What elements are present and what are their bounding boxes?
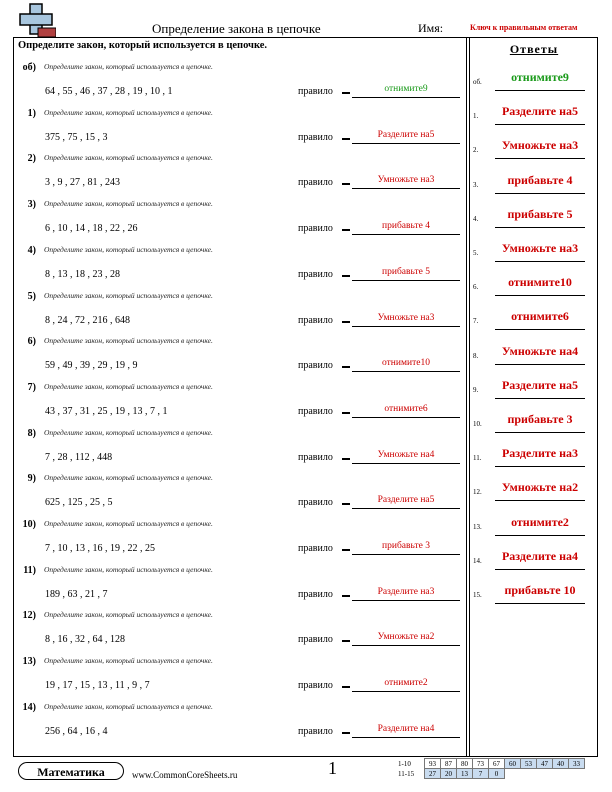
- problem-sequence: 189 , 63 , 21 , 7: [45, 588, 108, 600]
- answer-value: Разделите на3: [495, 446, 585, 467]
- answer-value: Умножьте на4: [495, 344, 585, 365]
- problem-sequence: 7 , 10 , 13 , 16 , 19 , 22 , 25: [45, 543, 155, 554]
- problem-item: [18, 473, 464, 519]
- problem-sequence: 19 , 17 , 15 , 13 , 11 , 9 , 7: [45, 680, 150, 692]
- rule-answer-field[interactable]: Умножьте на2: [352, 632, 460, 646]
- problem-item: [18, 108, 464, 154]
- problem-sequence: 8 , 13 , 18 , 23 , 28: [45, 268, 120, 280]
- score-cell: 87: [441, 759, 457, 769]
- answer-row: [473, 173, 595, 207]
- problem-instruction: Определите закон, который используется в цепочке.: [44, 656, 213, 666]
- answer-value: Разделите на4: [495, 549, 585, 570]
- problem-instruction: Определите закон, который используется в цепочке.: [44, 427, 213, 437]
- answer-row: [473, 241, 595, 275]
- score-cell: 47: [537, 759, 553, 769]
- answer-row: [473, 412, 595, 446]
- rule-answer-field[interactable]: прибавьте 5: [352, 267, 460, 281]
- rule-dash: [342, 138, 350, 140]
- answer-row: [473, 549, 595, 583]
- rule-dash: [342, 640, 350, 642]
- score-cell: 60: [505, 759, 521, 769]
- score-cell: 67: [489, 759, 505, 769]
- rule-dash: [342, 732, 350, 734]
- problem-number: 11): [23, 564, 36, 576]
- problem-instruction: Определите закон, который используется в цепочке.: [44, 62, 213, 71]
- answer-row: [473, 583, 595, 617]
- problem-item: [18, 610, 464, 656]
- problem-instruction: Определите закон, который используется в цепочке.: [44, 107, 213, 117]
- problem-number: 12): [22, 610, 36, 622]
- problem-number: 8): [27, 427, 36, 439]
- answer-value: отнимите6: [495, 309, 585, 330]
- problem-instruction: Определите закон, который используется в цепочке.: [44, 473, 213, 483]
- problem-item: [18, 428, 464, 474]
- answer-row: [473, 480, 595, 514]
- rule-label: правило: [298, 497, 333, 509]
- rule-dash: [342, 412, 350, 414]
- rule-label: правило: [298, 131, 333, 143]
- answer-row: [473, 207, 595, 241]
- rule-label: правило: [298, 223, 333, 235]
- answer-key-label: Ключ к правильным ответам: [470, 23, 578, 32]
- rule-answer-field[interactable]: отнимите2: [352, 678, 460, 692]
- problem-sequence: 7 , 28 , 112 , 448: [45, 451, 113, 463]
- problem-item: [18, 656, 464, 702]
- subject-badge: Математика: [18, 762, 124, 780]
- plus-logo-icon: [16, 3, 56, 37]
- rule-answer-field[interactable]: Умножьте на3: [352, 313, 460, 327]
- rule-dash: [342, 92, 350, 94]
- rule-label: правило: [298, 543, 333, 554]
- answer-number: об.: [473, 78, 482, 86]
- rule-answer-field[interactable]: отнимите6: [352, 404, 460, 418]
- problem-number: 13): [22, 656, 36, 668]
- problem-number: 4): [27, 244, 36, 256]
- problem-item: [18, 382, 464, 428]
- rule-label: правило: [298, 680, 333, 692]
- problem-instruction: Определите закон, который используется в цепочке.: [44, 701, 213, 711]
- problem-number: 2): [27, 153, 36, 165]
- problem-item: [18, 336, 464, 382]
- answer-value: отнимите2: [495, 515, 585, 536]
- problem-number: 9): [27, 473, 36, 485]
- problem-instruction: Определите закон, который используется в цепочке.: [44, 336, 213, 346]
- problem-number: 10): [22, 519, 36, 530]
- answer-row: [473, 378, 595, 412]
- problem-item: [18, 565, 464, 611]
- answer-value: прибавьте 3: [495, 412, 585, 433]
- answer-number: 9.: [473, 385, 479, 394]
- answers-title: Ответы: [509, 42, 559, 56]
- problem-instruction: Определите закон, который используется в цепочке.: [44, 199, 213, 209]
- answer-row: [473, 138, 595, 172]
- score-cell: 0: [489, 769, 505, 779]
- answer-row: [473, 104, 595, 138]
- answer-number: 13.: [473, 522, 482, 531]
- rule-answer-field[interactable]: прибавьте 4: [352, 221, 460, 235]
- answer-number: 3.: [473, 180, 479, 189]
- answer-row: [473, 515, 595, 549]
- problem-instruction: Определите закон, который используется в цепочке.: [44, 519, 213, 528]
- problem-sequence: 64 , 55 , 46 , 37 , 28 , 19 , 10 , 1: [45, 86, 173, 97]
- answer-row: [473, 275, 595, 309]
- rule-answer-field[interactable]: Разделите на3: [352, 587, 460, 601]
- rule-label: правило: [298, 314, 333, 326]
- page-number: 1: [328, 758, 337, 778]
- score-cell: 13: [457, 769, 473, 779]
- problem-sequence: 625 , 125 , 25 , 5: [45, 497, 113, 509]
- score-cell: 33: [569, 759, 585, 769]
- problem-item: [18, 153, 464, 199]
- main-instruction: Определите закон, который используется в цепочке.: [18, 40, 268, 51]
- answer-number: 15.: [473, 591, 482, 599]
- rule-label: правило: [298, 360, 333, 372]
- answer-row: [473, 309, 595, 343]
- rule-dash: [342, 686, 350, 688]
- problem-item: [18, 245, 464, 291]
- answer-number: 10.: [473, 420, 482, 428]
- answer-number: 8.: [473, 351, 479, 360]
- score-row: [398, 769, 585, 779]
- answer-number: 2.: [473, 146, 479, 155]
- score-table: [398, 758, 585, 779]
- answer-value: Умножьте на3: [495, 138, 585, 159]
- page-title: Определение закона в цепочке: [152, 21, 321, 36]
- answer-value: Разделите на5: [495, 104, 585, 125]
- rule-dash: [342, 275, 350, 277]
- rule-label: правило: [298, 725, 333, 737]
- rule-answer-field[interactable]: отнимите9: [352, 84, 460, 98]
- score-row-label: 1-10: [398, 759, 411, 768]
- score-cell: 20: [441, 769, 457, 779]
- problem-number: 1): [27, 107, 36, 119]
- answers-divider: [466, 37, 470, 757]
- rule-dash: [342, 183, 350, 185]
- rule-label: правило: [298, 86, 333, 97]
- problem-instruction: Определите закон, который используется в цепочке.: [44, 381, 213, 391]
- answer-value: прибавьте 5: [495, 207, 585, 228]
- rule-answer-field[interactable]: Разделите на5: [352, 495, 460, 509]
- score-row: [398, 759, 585, 769]
- rule-dash: [342, 503, 350, 505]
- answer-number: 7.: [473, 317, 479, 326]
- answer-number: 1.: [473, 112, 479, 121]
- answer-number: 11.: [473, 454, 482, 463]
- problem-sequence: 256 , 64 , 16 , 4: [45, 725, 108, 737]
- problem-number: об): [22, 62, 36, 73]
- problem-instruction: Определите закон, который используется в цепочке.: [44, 153, 213, 163]
- problem-item: [18, 702, 464, 748]
- problem-number: 7): [27, 381, 36, 393]
- rule-dash: [342, 549, 350, 551]
- rule-label: правило: [298, 588, 333, 600]
- answer-value: отнимите10: [495, 275, 585, 296]
- rule-label: правило: [298, 634, 333, 646]
- score-cell: 73: [473, 759, 489, 769]
- problem-number: 3): [27, 199, 36, 211]
- rule-answer-field[interactable]: Умножьте на4: [352, 450, 460, 464]
- answer-number: 6.: [473, 283, 479, 292]
- problem-sequence: 8 , 16 , 32 , 64 , 128: [45, 634, 125, 646]
- problem-number: 5): [27, 290, 36, 302]
- score-cell: 7: [473, 769, 489, 779]
- problem-sequence: 3 , 9 , 27 , 81 , 243: [45, 177, 120, 189]
- answer-row: [473, 344, 595, 378]
- answer-value: отнимите9: [495, 70, 585, 91]
- answer-number: 4.: [473, 214, 479, 223]
- worksheet-header: [0, 0, 612, 40]
- rule-dash: [342, 366, 350, 368]
- score-cell: 27: [425, 769, 441, 779]
- site-url: www.CommonCoreSheets.ru: [132, 770, 238, 780]
- problem-sequence: 375 , 75 , 15 , 3: [45, 131, 108, 143]
- rule-label: правило: [298, 177, 333, 189]
- problem-number: 14): [22, 701, 36, 713]
- answer-number: 12.: [473, 488, 482, 497]
- rule-answer-field[interactable]: Умножьте на3: [352, 175, 460, 189]
- rule-answer-field[interactable]: Разделите на4: [352, 724, 460, 738]
- rule-dash: [342, 229, 350, 231]
- problem-item: [18, 291, 464, 337]
- answer-value: Разделите на5: [495, 378, 585, 399]
- rule-answer-field[interactable]: отнимите10: [352, 358, 460, 372]
- score-cell: 40: [553, 759, 569, 769]
- problem-item: [18, 199, 464, 245]
- score-row-label: 11-15: [398, 769, 415, 778]
- answer-value: Умножьте на3: [495, 241, 585, 262]
- problem-instruction: Определите закон, который используется в цепочке.: [44, 290, 213, 300]
- problem-instruction: Определите закон, который используется в цепочке.: [44, 610, 213, 620]
- name-label: Имя:: [418, 21, 444, 35]
- answer-number: 5.: [473, 249, 479, 257]
- problem-number: 6): [27, 336, 36, 348]
- problem-sequence: 59 , 49 , 39 , 29 , 19 , 9: [45, 360, 138, 372]
- problem-sequence: 8 , 24 , 72 , 216 , 648: [45, 314, 130, 326]
- answer-number: 14.: [473, 556, 482, 565]
- problem-item: [18, 519, 464, 565]
- answer-value: Умножьте на2: [495, 480, 585, 501]
- problem-sequence: 6 , 10 , 14 , 18 , 22 , 26: [45, 223, 138, 235]
- answer-row: [473, 70, 595, 104]
- rule-dash: [342, 595, 350, 597]
- rule-label: правило: [298, 405, 333, 417]
- answer-value: прибавьте 4: [495, 173, 585, 194]
- score-cell: 80: [457, 759, 473, 769]
- rule-dash: [342, 321, 350, 323]
- rule-answer-field[interactable]: Разделите на5: [352, 130, 460, 144]
- score-cell: 53: [521, 759, 537, 769]
- problem-item: [18, 62, 464, 108]
- rule-label: правило: [298, 451, 333, 463]
- score-cell: 93: [425, 759, 441, 769]
- answer-row: [473, 446, 595, 480]
- answer-value: прибавьте 10: [495, 583, 585, 604]
- rule-dash: [342, 458, 350, 460]
- rule-label: правило: [298, 268, 333, 280]
- problem-instruction: Определите закон, который используется в цепочке.: [44, 564, 213, 574]
- problem-sequence: 43 , 37 , 31 , 25 , 19 , 13 , 7 , 1: [45, 405, 168, 417]
- problem-instruction: Определите закон, который используется в цепочке.: [44, 244, 213, 254]
- rule-answer-field[interactable]: прибавьте 3: [352, 541, 460, 555]
